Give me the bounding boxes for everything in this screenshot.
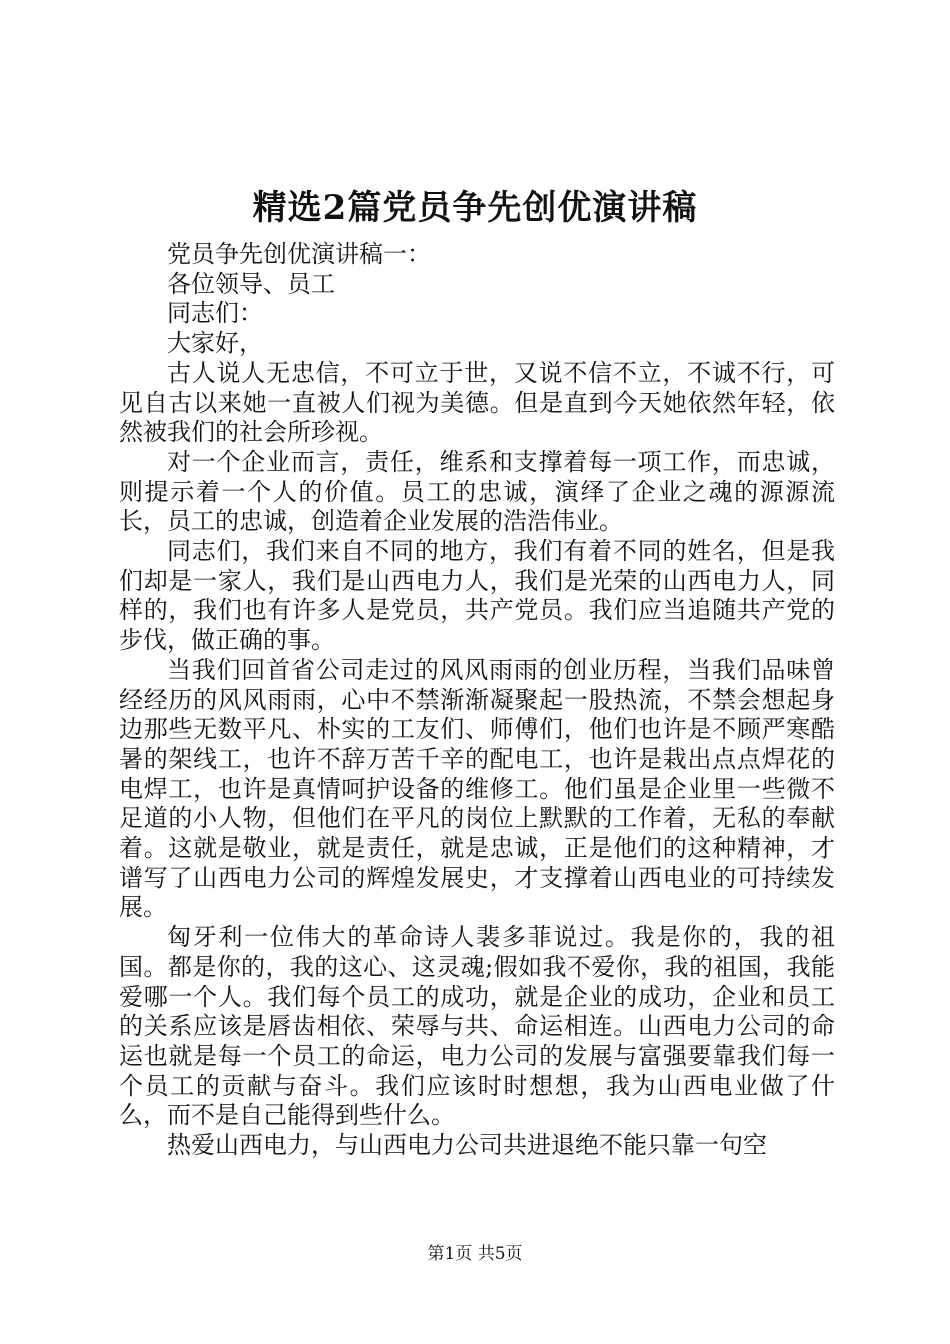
paragraph-heading: 党员争先创优演讲稿一：	[167, 240, 431, 268]
document-body	[119, 240, 835, 1161]
paragraph: 对一个企业而言，责任，维系和支撑着每一项工作，而忠诚，则提示着一个人的价值。员工的忠诚，演绎了企业之魂的源源流长，员工的忠诚，创造着企业发展的浩浩伟业。	[119, 447, 835, 536]
paragraph-salutation-comrades: 同志们：	[167, 299, 263, 328]
page-footer: 第1页 共5页	[427, 1244, 523, 1264]
paragraph: 热爱山西电力，与山西电力公司共进退绝不能只靠一句空	[167, 1131, 767, 1160]
paragraph: 当我们回首省公司走过的风风雨雨的创业历程，当我们品味曾经经历的风风雨雨，心中不禁渐渐凝聚起一股热流，不禁会想起身边那些无数平凡、朴实的工友们、师傅们，他们也许是不顾严寒酷暑的架线工，也许不辞万苦千辛的配电工，也许是栽出点点焊花的电焊工，也许是真情呵护设备的维修工。他们虽是企业里一些微不足道的小人物，但他们在平凡的岗位上默默的工作着，无私的奉献着。这就是敬业，就是责任，就是忠诚，正是他们的这种精神，才谱写了山西电力公司的辉煌发展史，才支撑着山西电业的可持续发展。	[119, 655, 835, 922]
paragraph-greeting: 大家好，	[167, 329, 263, 358]
paragraph: 古人说人无忠信，不可立于世，又说不信不立，不诚不行，可见自古以来她一直被人们视为美德。但是直到今天她依然年轻，依然被我们的社会所珍视。	[119, 358, 835, 447]
document-title: 精选2篇党员争先创优演讲稿	[252, 188, 698, 228]
paragraph: 匈牙利一位伟大的革命诗人裴多菲说过。我是你的，我的祖国。都是你的，我的这心、这灵魂;假如我不爱你，我的祖国，我能爱哪一个人。我们每个员工的成功，就是企业的成功，企业和员工的关系应该是唇齿相依、荣辱与共、命运相连。山西电力公司的命运也就是每一个员工的命运，电力公司的发展与富强要靠我们每一个员工的贡献与奋斗。我们应该时时想想，我为山西电业做了什么，而不是自己能得到些什么。	[119, 923, 835, 1130]
paragraph-salutation-leaders: 各位领导、员工	[167, 269, 335, 298]
paragraph: 同志们，我们来自不同的地方，我们有着不同的姓名，但是我们却是一家人，我们是山西电力人，我们是光荣的山西电力人，同样的，我们也有许多人是党员，共产党员。我们应当追随共产党的步伐，做正确的事。	[119, 537, 835, 655]
